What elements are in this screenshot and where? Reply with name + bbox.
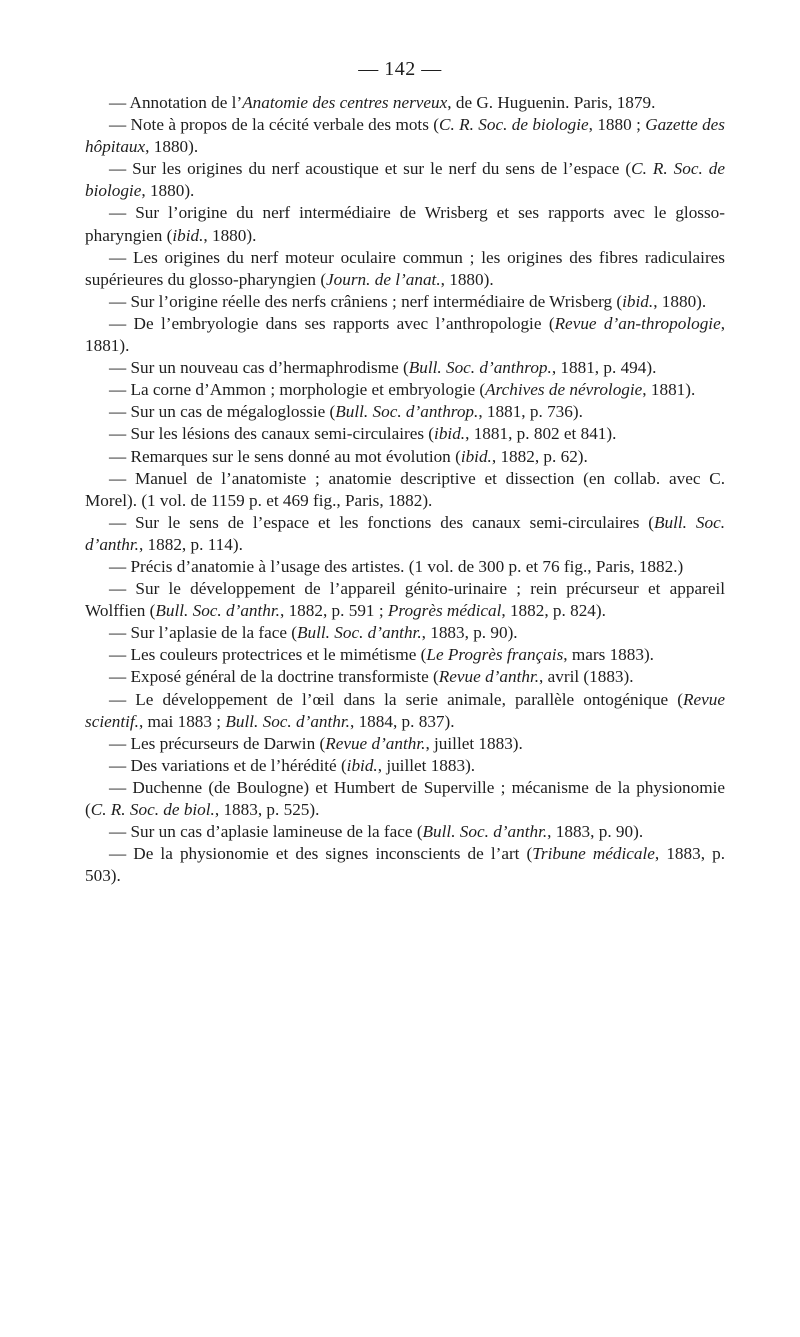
bibliography-entry: — Sur le développement de l’appareil génito-urinaire ; rein précurseur et appareil Wolffien (Bull. Soc. d’anthr., 1882, p. 591 ; Progrès médical, 1882, p. 824).: [85, 579, 725, 621]
bibliography-entry: — Sur l’aplasie de la face (Bull. Soc. d’anthr., 1883, p. 90).: [109, 623, 518, 643]
bibliography-entry: — Le développement de l’œil dans la serie animale, parallèle ontogénique (Revue scientif., mai 1883 ; Bull. Soc. d’anthr., 1884, p. 837).: [85, 689, 725, 731]
bibliography-entry: — Sur l’origine du nerf intermédiaire de Wrisberg et ses rapports avec le glosso-pharyngien (ibid., 1880).: [85, 203, 725, 245]
bibliography-entry: — Sur les lésions des canaux semi-circulaires (ibid., 1881, p. 802 et 841).: [109, 424, 617, 444]
bibliography-entry: — Les couleurs protectrices et le mimétisme (Le Progrès français, mars 1883).: [109, 645, 654, 665]
bibliography-entry: — Sur un cas de mégaloglossie (Bull. Soc. d’anthrop., 1881, p. 736).: [109, 402, 583, 422]
bibliography-entry: — Exposé général de la doctrine transformiste (Revue d’anthr., avril (1883).: [109, 667, 634, 687]
bibliography-entry: — Annotation de l’Anatomie des centres nerveux, de G. Huguenin. Paris, 1879.: [109, 93, 656, 112]
bibliography-entry: — Note à propos de la cécité verbale des mots (C. R. Soc. de biologie, 1880 ; Gazette des hôpitaux, 1880).: [85, 115, 725, 157]
bibliography-entry: — Manuel de l’anatomiste ; anatomie descriptive et dissection (en collab. avec C. Morel). (1 vol. de 1159 p. et 469 fig., Paris, 1882).: [85, 468, 725, 510]
bibliography-entry: — De l’embryologie dans ses rapports avec l’anthropologie (Revue d’an-thropologie, 1881).: [85, 313, 726, 356]
bibliography-entry: — Sur un nouveau cas d’hermaphrodisme (Bull. Soc. d’anthrop., 1881, p. 494).: [109, 358, 657, 378]
bibliography-entry: — De la physionomie et des signes inconscients de l’art (Tribune médicale, 1883, p. 503).: [85, 844, 725, 886]
bibliography-entry: — Remarques sur le sens donné au mot évolution (ibid., 1882, p. 62).: [109, 446, 588, 466]
bibliography-entry: — Sur un cas d’aplasie lamineuse de la face (Bull. Soc. d’anthr., 1883, p. 90).: [109, 822, 644, 842]
bibliography-entry: — Les origines du nerf moteur oculaire commun ; les origines des fibres radiculaires supérieures du glosso-pharyngien (Journ. de l’anat., 1880).: [85, 247, 725, 289]
bibliography-entry: — La corne d’Ammon ; morphologie et embryologie (Archives de névrologie, 1881).: [109, 380, 696, 400]
bibliography-entry: — Sur l’origine réelle des nerfs crâniens ; nerf intermédiaire de Wrisberg (ibid., 1880).: [109, 291, 707, 311]
bibliography-entry: — Précis d’anatomie à l’usage des artistes. (1 vol. de 300 p. et 76 fig., Paris, 1882.): [109, 556, 684, 576]
bibliography-entry: — Sur le sens de l’espace et les fonctions des canaux semi-circulaires (Bull. Soc. d’anthr., 1882, p. 114).: [85, 512, 725, 554]
bibliography-entry: — Duchenne (de Boulogne) et Humbert de Superville ; mécanisme de la physionomie (C. R. Soc. de biol., 1883, p. 525).: [85, 777, 725, 819]
bibliography-entry: — Des variations et de l’hérédité (ibid., juillet 1883).: [109, 755, 476, 775]
page-number: — 142 —: [358, 58, 442, 80]
bibliography-entry: — Les précurseurs de Darwin (Revue d’anthr., juillet 1883).: [109, 733, 523, 753]
bibliography-list: [85, 92, 725, 887]
bibliography-entry: — Sur les origines du nerf acoustique et sur le nerf du sens de l’espace (C. R. Soc. de biologie, 1880).: [85, 159, 725, 201]
